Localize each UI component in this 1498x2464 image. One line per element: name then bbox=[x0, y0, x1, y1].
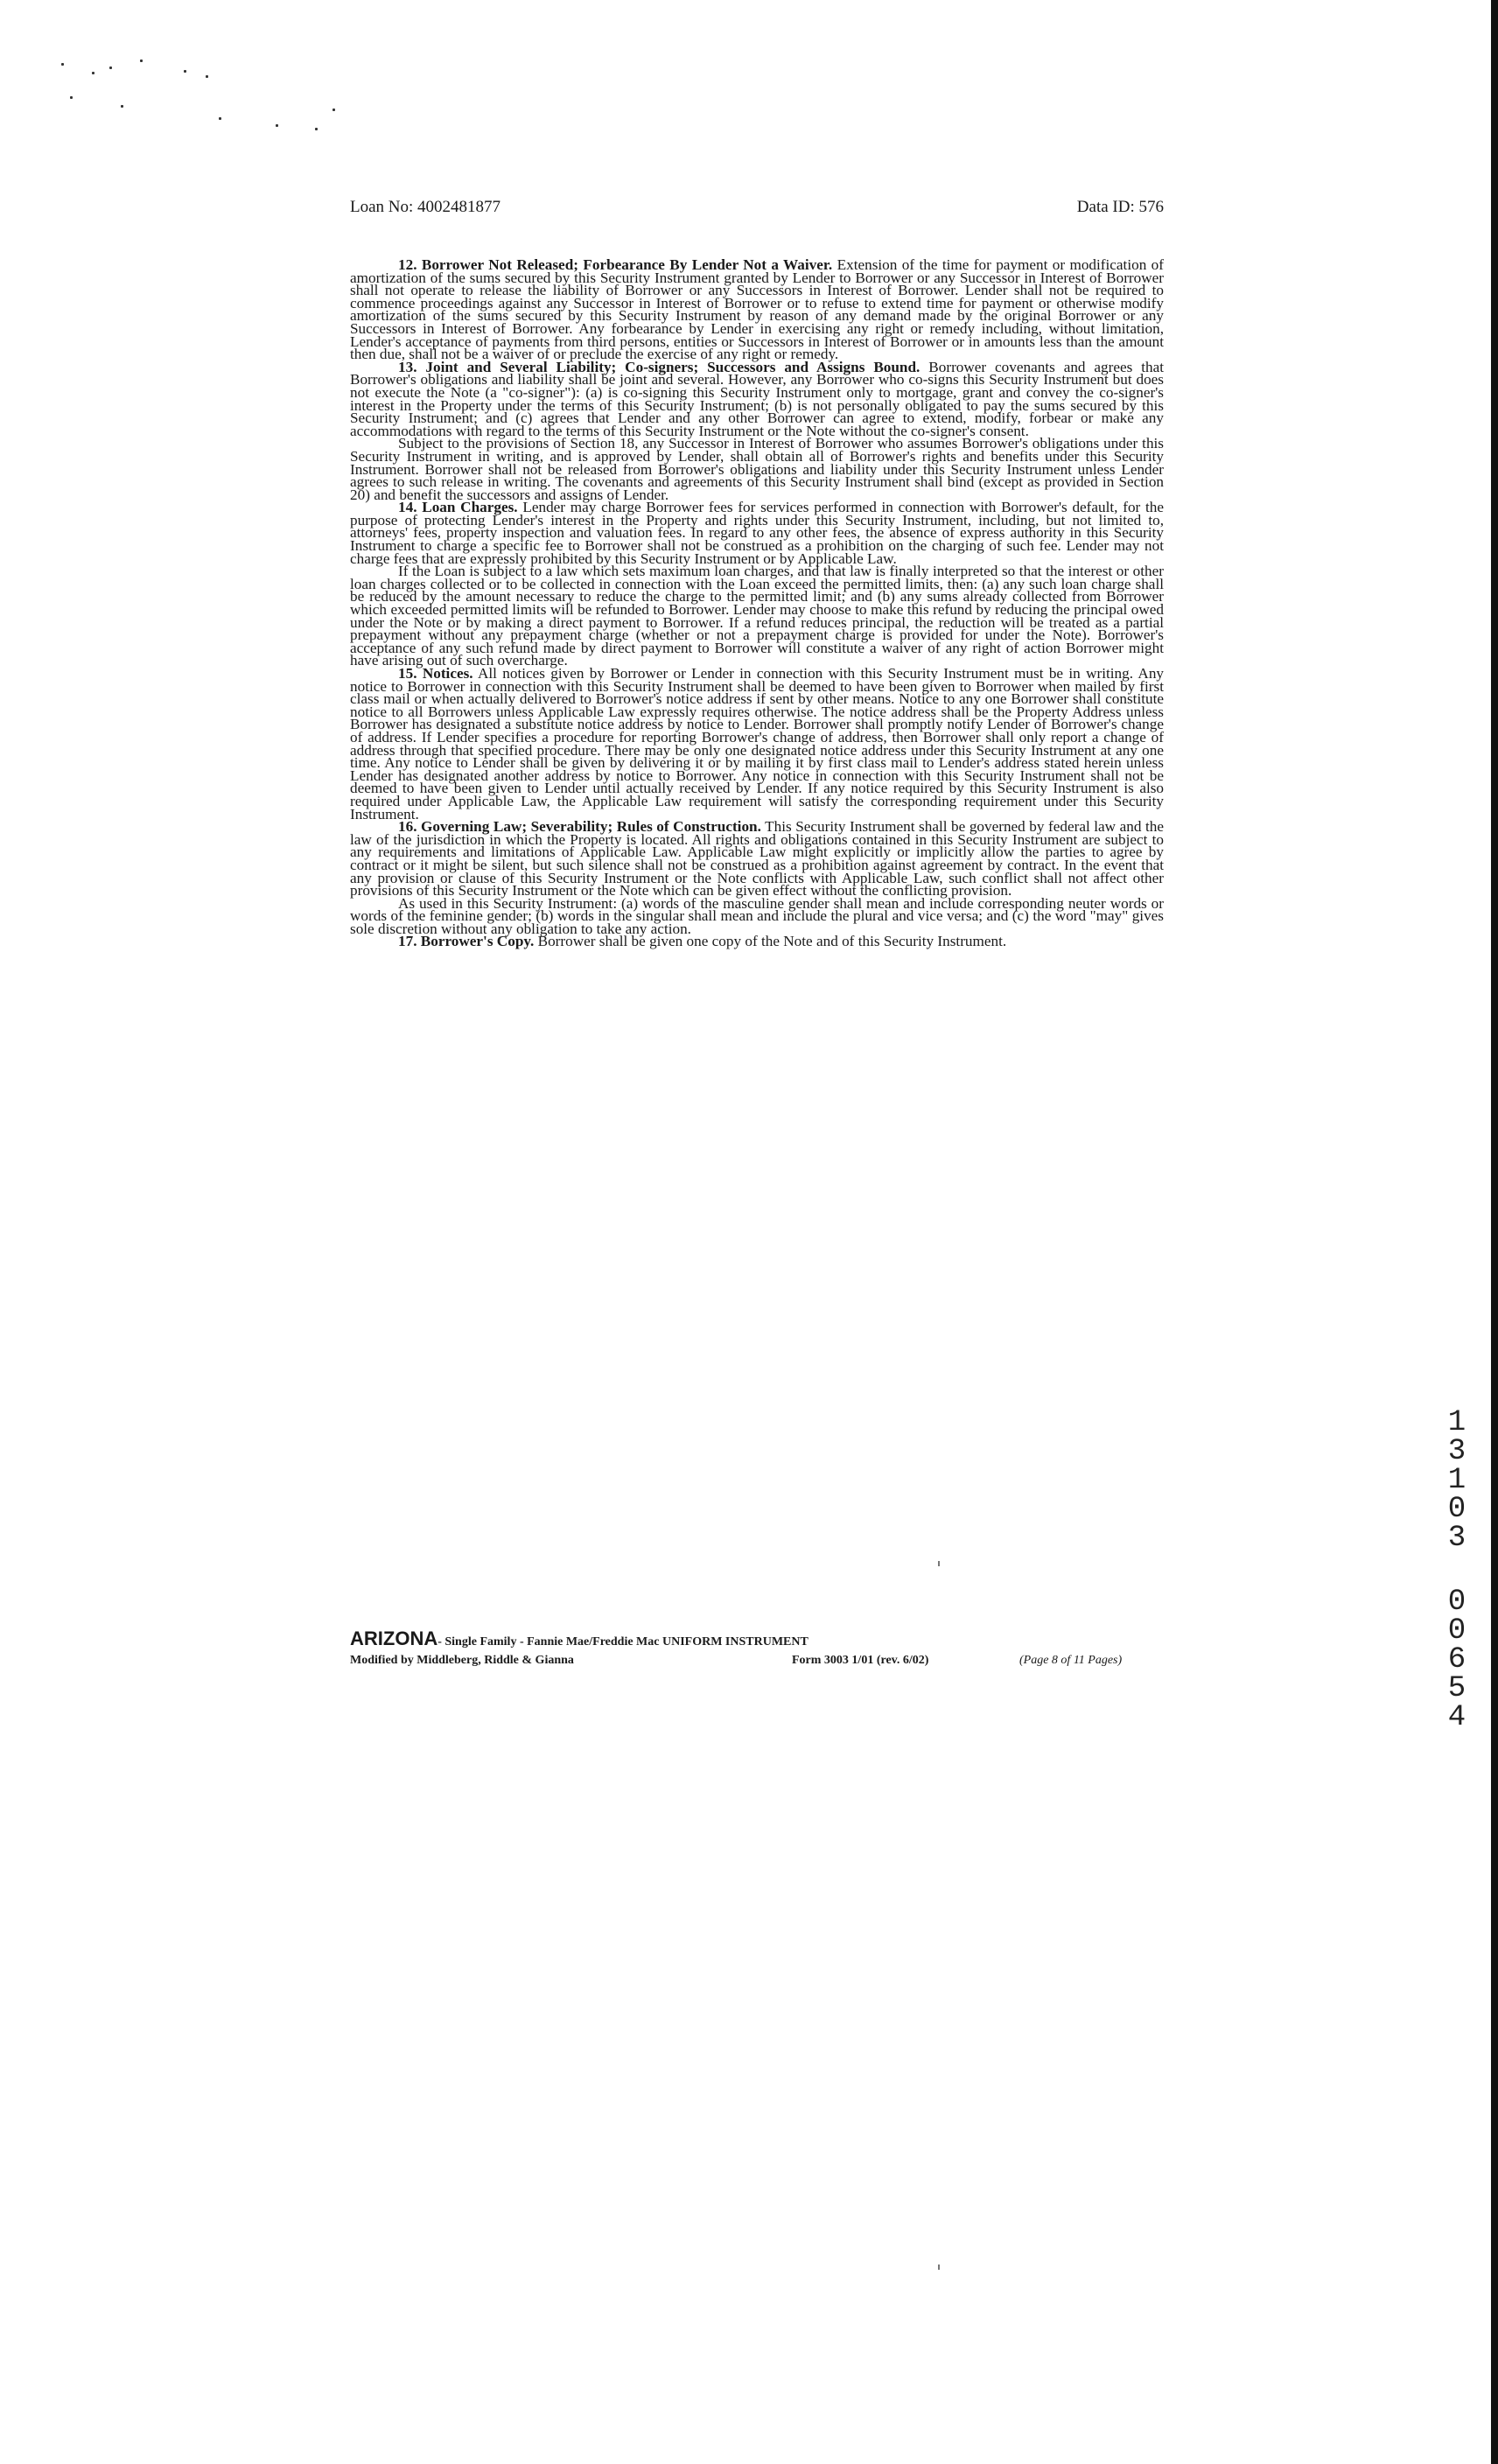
paragraph-12 bbox=[350, 256, 1164, 363]
loan-number-value: 4002481877 bbox=[417, 198, 501, 216]
section-heading: Governing Law; Severability; Rules of Construction. bbox=[421, 818, 761, 836]
footer-modified-by: Modified by Middleberg, Riddle & Gianna bbox=[350, 1654, 574, 1667]
paragraph-14-cont bbox=[350, 565, 1164, 668]
recording-stamp bbox=[1442, 1406, 1472, 1734]
section-text: If the Loan is subject to a law which sets maximum loan charges, and that law is finally interpreted so that the interest or other loan charges collected or to be collected in connection with the Loan exceed the permitted limits, then: (a) any such loan charge shall be reduced by the amount necessary to reduce the charge to the permitted limit; and (b) any sums already collected from Borrower which exceeded permitted limits will be refunded to Borrower. Lender may choose to make this refund by reducing the principal owed under the Note or by making a direct payment to Borrower. If a refund reduces principal, the reduction will be treated as a partial prepayment without any prepayment charge (whether or not a prepayment charge is provided for under the Note). Borrower's acceptance of any such refund made by direct payment to Borrower will constitute a waiver of any right of action Borrower might have arising out of such overcharge. bbox=[350, 563, 1164, 669]
footer-state: ARIZONA bbox=[350, 1628, 438, 1649]
paragraph-16 bbox=[350, 818, 1164, 900]
section-text: Borrower covenants and agrees that Borrower's obligations and liability shall be joint and several. However, any Borrower who co-signs this Security Instrument but does not execute the Note (a "co-signer"): (a) is co-signing this Security Instrument only to mortgage, grant and convey the co-signer's interest in the Property under the terms of this Security Instrument; (b) is not personally obligated to pay the sums secured by this Security Instrument; and (c) agrees that Lender and any other Borrower can agree to extend, modify, forbear or make any accommodations with regard to the terms of this Security Instrument or the Note without the co-signer's consent. bbox=[350, 358, 1165, 439]
section-text: Subject to the provisions of Section 18, any Successor in Interest of Borrower who assumes Borrower's obligations under this Security Instrument in writing, and is approved by Lender, shall obtain all of Borrower's rights and benefits under this Security Instrument. Borrower shall not be released from Borrower's obligations and liability under this Security Instrument unless Lender agrees to such release in writing. The covenants and agreements of this Security Instrument shall bind (except as provided in Section 20) and benefit the successors and assigns of Lender. bbox=[350, 435, 1164, 503]
section-number: 13. bbox=[398, 358, 417, 375]
loan-number bbox=[350, 198, 500, 220]
paragraph-14 bbox=[350, 501, 1164, 565]
page-footer bbox=[350, 1628, 1164, 1671]
section-text: Extension of the time for payment or modification of amortization of the sums secured by this Security Instrument granted by Lender to Borrower or any Successor in Interest of Borrower shall not operate to release the liability of Borrower or any Successors in Interest of Borrower. Lender shall not be required to commence proceedings against any Successor in Interest of Borrower or to refuse to extend time for payment or otherwise modify amortization of the sums secured by this Security Instrument by reason of any demand made by the original Borrower or any Successors in Interest of Borrower. Any forbearance by Lender in exercising any right or remedy including, without limitation, Lender's acceptance of payments from third persons, entities or Successors in Interest of Borrower or in amounts less than the amount then due, shall not be a waiver of or preclude the exercise of any right or remedy. bbox=[350, 256, 1164, 363]
section-text: As used in this Security Instrument: (a) words of the masculine gender shall mean and include corresponding neuter words or words of the feminine gender; (b) words in the singular shall mean and include the plural and vice versa; and (c) the word "may" gives sole discretion without any obligation to take any action. bbox=[350, 894, 1164, 937]
scan-specks bbox=[44, 52, 359, 140]
section-heading: Notices. bbox=[422, 665, 473, 682]
scan-edge bbox=[1491, 0, 1498, 2464]
data-id-label: Data ID: bbox=[1076, 198, 1135, 216]
page-header bbox=[350, 198, 1164, 220]
stamp-top-number: 13103 bbox=[1447, 1406, 1466, 1555]
section-text: This Security Instrument shall be governed by federal law and the law of the jurisdiction in which the Property is located. All rights and obligations contained in this Security Instrument are subject to any requirements and limitations of Applicable Law. Applicable Law might explicitly or implicitly allow the parties to agree by contract or it might be silent, but such silence shall not be construed as a prohibition against agreement by contract. In the event that any provision or clause of this Security Instrument or the Note conflicts with Applicable Law, such conflict shall not affect other provisions of this Security Instrument or the Note which can be given effect without the conflicting provision. bbox=[350, 818, 1164, 900]
section-number: 16. bbox=[398, 818, 417, 836]
section-number: 15. bbox=[398, 665, 417, 682]
section-heading: Borrower Not Released; Forbearance By Lender Not a Waiver. bbox=[421, 256, 833, 273]
scan-mark bbox=[938, 2264, 940, 2270]
paragraph-13-cont bbox=[350, 435, 1164, 503]
section-heading: Borrower's Copy. bbox=[420, 933, 535, 950]
section-text: Borrower shall be given one copy of the Note and of this Security Instrument. bbox=[537, 933, 1007, 950]
data-id-value: 576 bbox=[1138, 198, 1164, 216]
section-number: 14. bbox=[398, 499, 417, 516]
footer-description: - Single Family - Fannie Mae/Freddie Mac UNIFORM INSTRUMENT bbox=[438, 1635, 808, 1648]
footer-page-number: (Page 8 of 11 Pages) bbox=[1019, 1654, 1123, 1667]
paragraph-15 bbox=[350, 665, 1165, 822]
loan-label: Loan No: bbox=[350, 198, 414, 216]
data-id bbox=[1077, 198, 1164, 220]
scan-mark bbox=[938, 1561, 940, 1566]
paragraph-13 bbox=[350, 358, 1165, 439]
section-number: 12. bbox=[398, 256, 417, 273]
document-body bbox=[350, 256, 1165, 950]
section-text: All notices given by Borrower or Lender in connection with this Security Instrument must be in writing. Any notice to Borrower in connection with this Security Instrument shall be deemed to have been given to Borrower when mailed by first class mail or when actually delivered to Borrower's notice address if sent by other means. Notice to any one Borrower shall constitute notice to all Borrowers unless Applicable Law expressly requires otherwise. The notice address shall be the Property Address unless Borrower has designated a substitute notice address by notice to Lender. Borrower shall promptly notify Lender of Borrower's change of address. If Lender specifies a procedure for reporting Borrower's change of address, then Borrower shall only report a change of address through that specified procedure. There may be only one designated notice address under this Security Instrument at any one time. Any notice to Lender shall be given by delivering it or by mailing it by first class mail to Lender's address stated herein unless Lender has designated another address by notice to Borrower. Any notice in connection with this Security Instrument shall not be deemed to have been given to Lender until actually received by Lender. If any notice required by this Security Instrument is also required under Applicable Law, the Applicable Law requirement will satisfy the corresponding requirement under this Security Instrument. bbox=[350, 665, 1165, 822]
section-heading: Loan Charges. bbox=[422, 499, 518, 516]
paragraph-16-cont bbox=[350, 894, 1164, 937]
section-text: Lender may charge Borrower fees for services performed in connection with Borrower's default, for the purpose of protecting Lender's interest in the Property and rights under this Security Instrument, including, but not limited to, attorneys' fees, property inspection and valuation fees. In regard to any other fees, the absence of express authority in this Security Instrument to charge a specific fee to Borrower shall not be construed as a prohibition on the charging of such fee. Lender may not charge fees that are expressly prohibited by this Security Instrument or by Applicable Law. bbox=[350, 499, 1165, 567]
section-number: 17. bbox=[398, 933, 417, 950]
paragraph-17 bbox=[350, 935, 1164, 948]
footer-form-number: Form 3003 1/01 (rev. 6/02) bbox=[792, 1654, 929, 1667]
section-heading: Joint and Several Liability; Co-signers; Successors and Assigns Bound. bbox=[425, 358, 920, 375]
stamp-bottom-number: 00654 bbox=[1447, 1586, 1466, 1734]
